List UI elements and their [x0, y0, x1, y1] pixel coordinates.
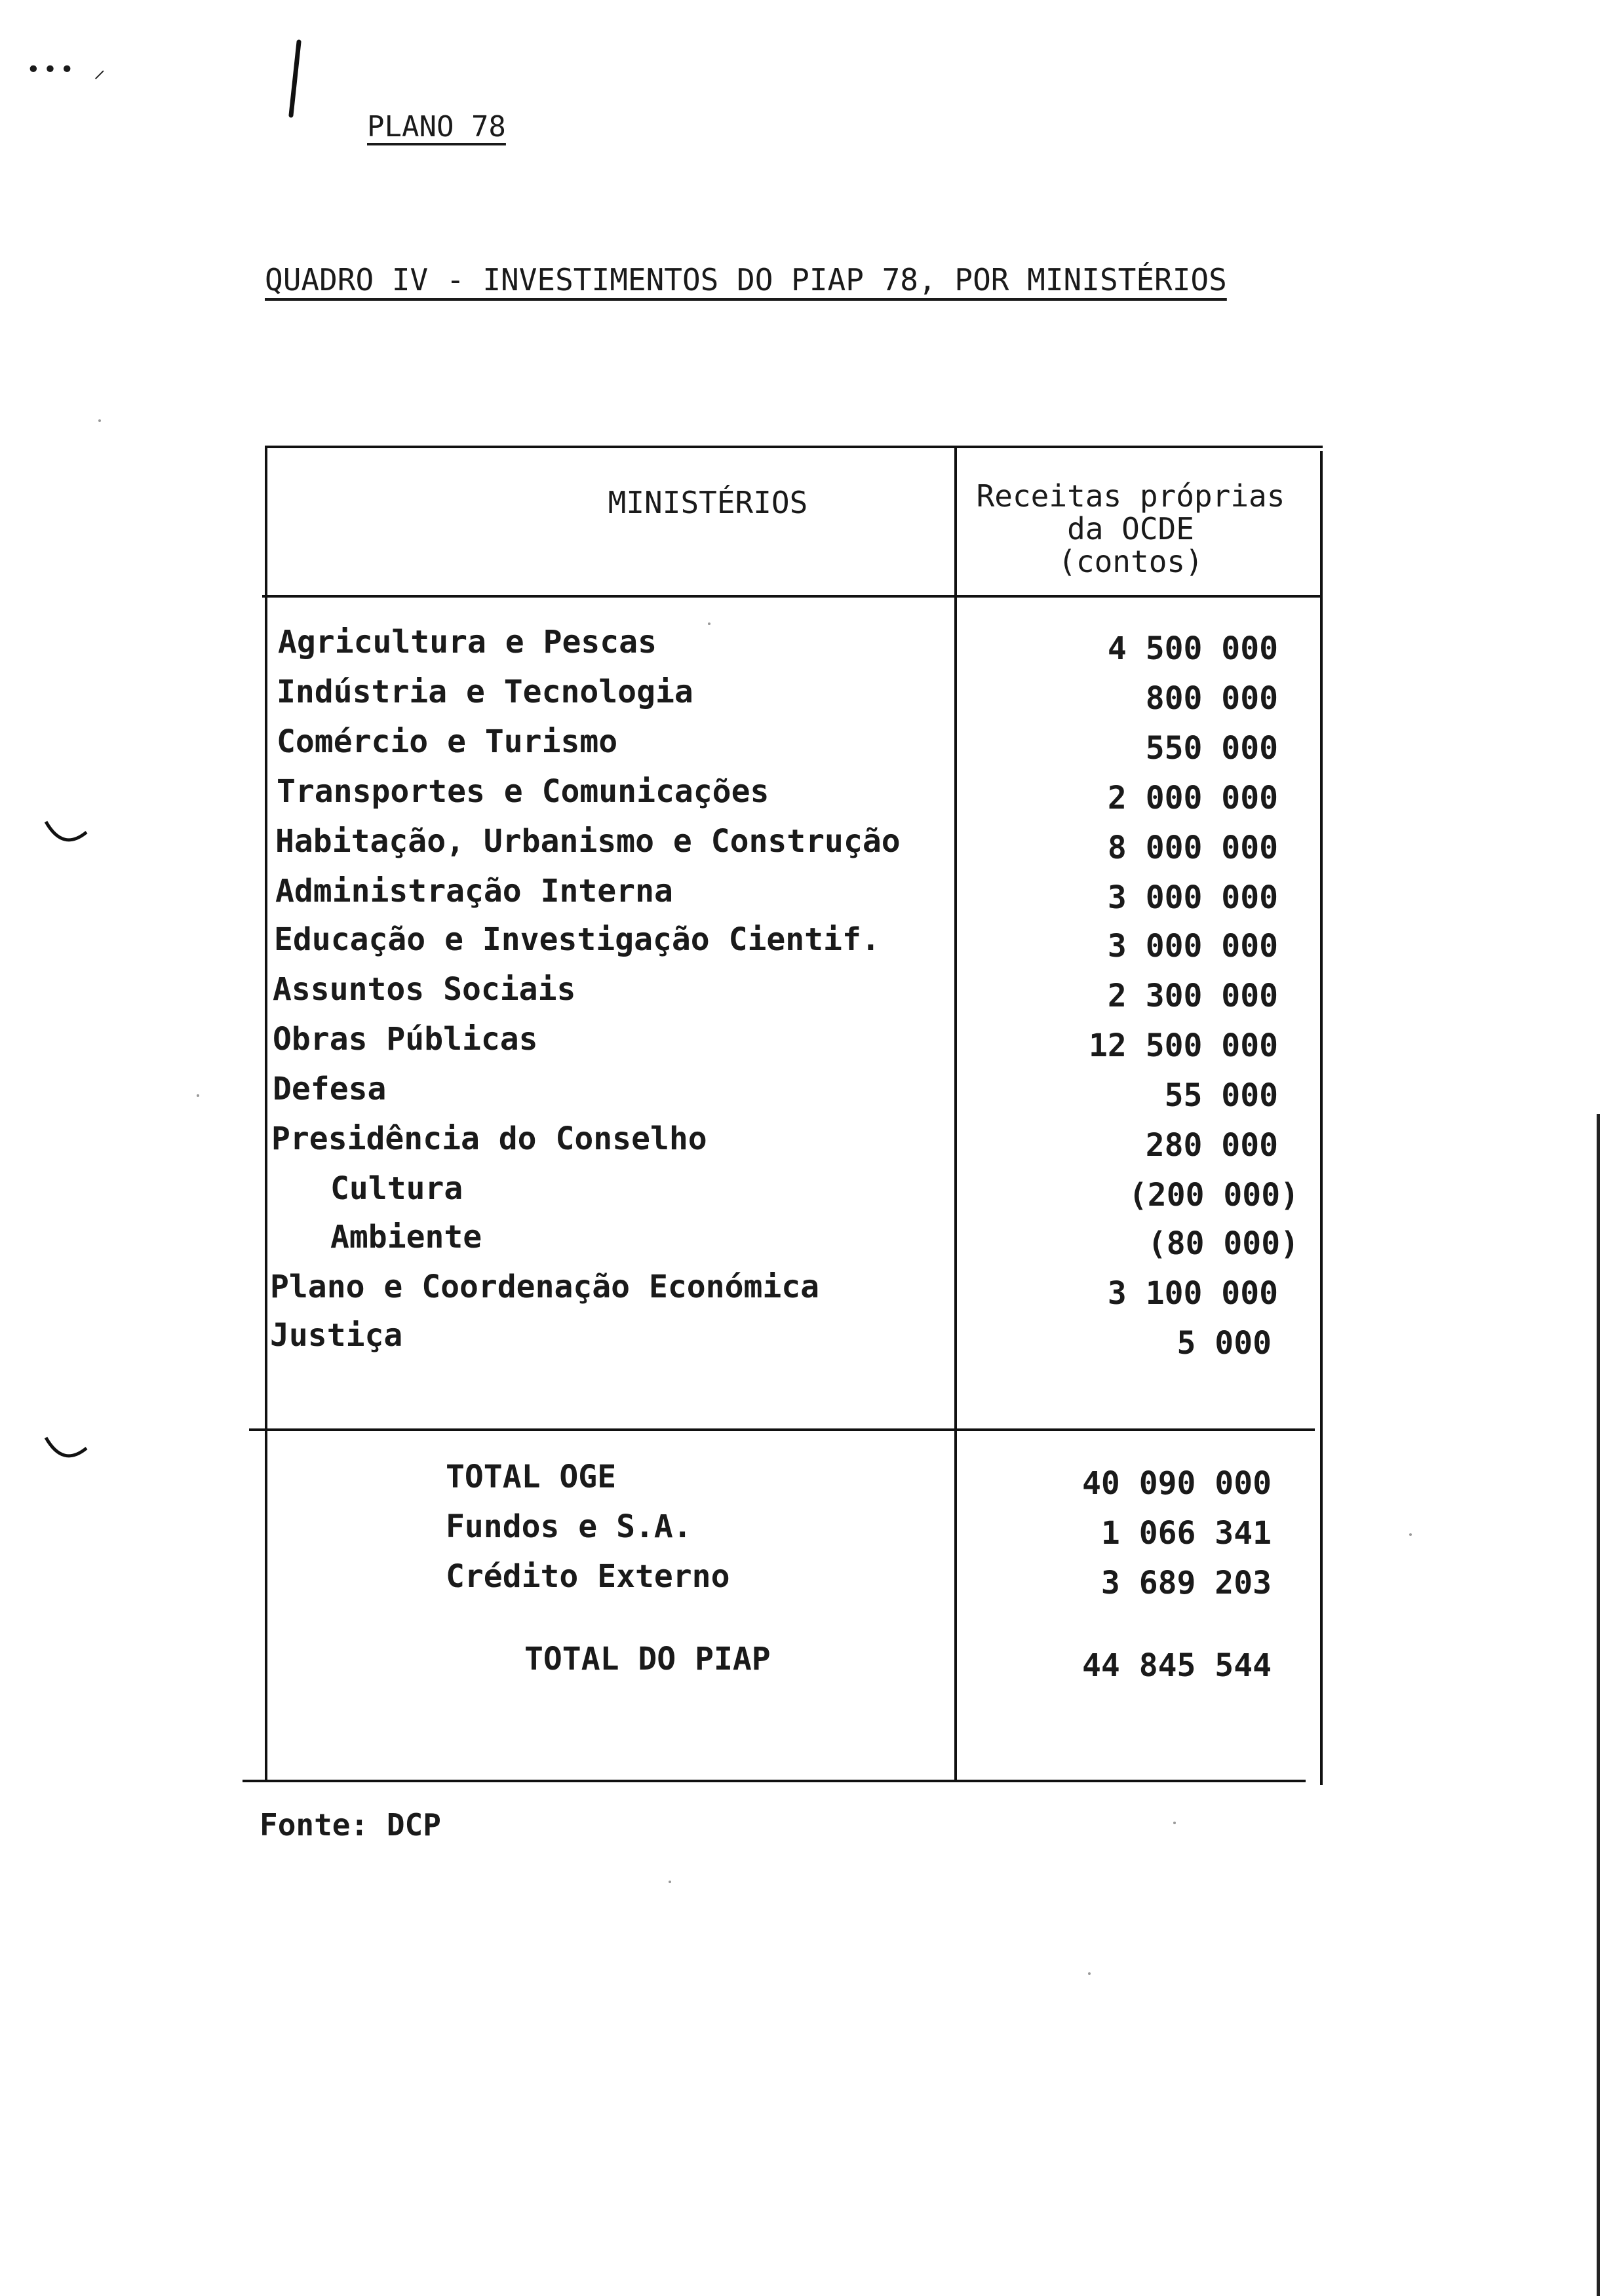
col-header-receitas: [957, 480, 1304, 578]
row-name-sub: Cultura: [330, 1170, 463, 1207]
col-header-line: da OCDE: [1067, 511, 1194, 546]
row-value: 280 000: [1145, 1127, 1278, 1164]
row-value: 3 000 000: [1107, 879, 1278, 916]
pen-stroke-mark: [288, 39, 302, 118]
total-name: Crédito Externo: [446, 1558, 730, 1595]
row-name: Assuntos Sociais: [273, 971, 576, 1008]
total-name: Fundos e S.A.: [446, 1508, 692, 1545]
row-value: (80 000): [1147, 1225, 1299, 1262]
row-value: 550 000: [1145, 730, 1278, 767]
row-name: Obras Públicas: [273, 1021, 538, 1058]
binding-mark-upper: [43, 819, 89, 845]
row-name: Justiça: [270, 1317, 403, 1354]
scan-speck: [669, 1881, 671, 1883]
row-name: Comércio e Turismo: [277, 723, 618, 760]
corner-scribble: ••• ⸝: [26, 56, 108, 83]
row-value: 3 000 000: [1107, 928, 1278, 965]
scan-speck: [708, 622, 710, 625]
scan-speck: [1173, 1822, 1176, 1824]
row-value: 2 300 000: [1107, 978, 1278, 1014]
grand-total-name: TOTAL DO PIAP: [524, 1641, 771, 1677]
scan-speck: [1088, 1972, 1091, 1975]
row-value: 8 000 000: [1107, 830, 1278, 866]
scan-speck: [98, 419, 101, 422]
investment-table: [243, 446, 1325, 1782]
page-edge-line: [1597, 1114, 1600, 2296]
col-header-line: (contos): [1058, 544, 1203, 579]
col-header-ministerios: MINISTÉRIOS: [608, 485, 808, 520]
row-value: 800 000: [1145, 680, 1278, 717]
row-name: Habitação, Urbanismo e Construção: [275, 823, 901, 860]
row-name: Transportes e Comunicações: [277, 773, 769, 810]
scan-speck: [197, 1094, 199, 1097]
row-name: Educação e Investigação Cientif.: [274, 921, 880, 958]
row-name: Administração Interna: [275, 873, 673, 909]
row-value: 5 000: [1177, 1325, 1272, 1362]
total-value: 3 689 203: [1100, 1565, 1272, 1601]
scan-speck: [1409, 1533, 1412, 1536]
plan-label: PLANO 78: [367, 110, 506, 144]
row-name: Agricultura e Pescas: [278, 624, 657, 660]
row-value: (200 000): [1128, 1177, 1299, 1214]
col-header-line: Receitas próprias: [976, 478, 1285, 514]
source-note: Fonte: DCP: [260, 1807, 441, 1843]
total-value: 40 090 000: [1082, 1465, 1272, 1502]
row-value: 2 000 000: [1107, 780, 1278, 816]
row-value: 12 500 000: [1089, 1027, 1278, 1064]
total-value: 1 066 341: [1100, 1515, 1272, 1552]
row-name: Defesa: [273, 1071, 387, 1107]
row-name: Plano e Coordenação Económica: [270, 1269, 820, 1305]
table-title: QUADRO IV - INVESTIMENTOS DO PIAP 78, POR MINISTÉRIOS: [265, 262, 1227, 297]
binding-mark-lower: [43, 1435, 89, 1461]
row-value: 3 100 000: [1107, 1275, 1278, 1312]
row-name-sub: Ambiente: [330, 1219, 482, 1255]
grand-total-value: 44 845 544: [1082, 1647, 1272, 1684]
row-value: 55 000: [1164, 1077, 1278, 1114]
total-name: TOTAL OGE: [446, 1459, 617, 1495]
row-value: 4 500 000: [1107, 630, 1278, 667]
row-name: Presidência do Conselho: [271, 1120, 707, 1157]
row-name: Indústria e Tecnologia: [277, 674, 693, 710]
